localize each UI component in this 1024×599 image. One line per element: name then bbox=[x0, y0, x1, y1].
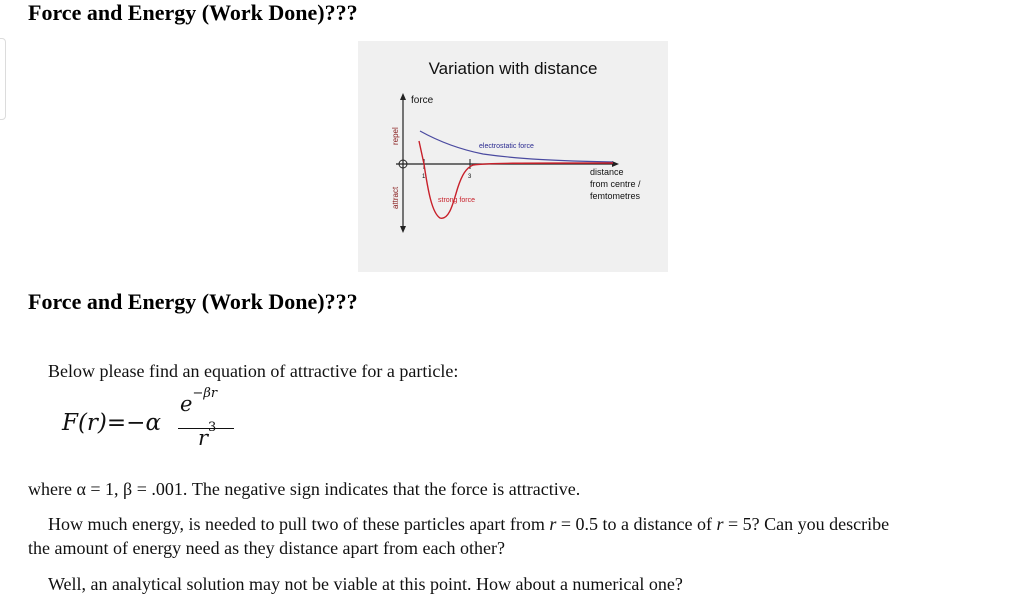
page-title: Force and Energy (Work Done)??? bbox=[28, 0, 358, 25]
y-axis-arrow-up bbox=[400, 93, 406, 100]
equation-denominator bbox=[198, 420, 217, 450]
x-axis-label-line2: from centre / bbox=[590, 179, 641, 189]
r-variable-2: r bbox=[716, 514, 724, 534]
intro-text: Below please find an equation of attractive for a particle: bbox=[48, 361, 459, 381]
question-line-2: the amount of energy need as they distance apart from each other? bbox=[28, 538, 505, 558]
numerator-base: e bbox=[180, 392, 193, 416]
tick-label-3: 3 bbox=[468, 174, 472, 180]
attract-label: attract bbox=[391, 186, 400, 209]
denominator-base: r bbox=[198, 426, 209, 450]
figure-title: Variation with distance bbox=[428, 59, 598, 78]
numerator-exponent: −βr bbox=[192, 386, 218, 401]
closing-text: Well, an analytical solution may not be viable at this point. How about a numerical one? bbox=[48, 574, 683, 594]
equation-lhs: F(r)=−α bbox=[62, 410, 161, 436]
force-equation bbox=[62, 386, 262, 462]
section-heading: Force and Energy (Work Done)??? bbox=[28, 289, 358, 314]
x-axis-label-line1: distance bbox=[590, 167, 624, 177]
force-distance-figure bbox=[358, 41, 668, 272]
r-variable-1: r bbox=[549, 514, 557, 534]
force-diagram bbox=[358, 41, 668, 272]
question-part-1: How much energy, is needed to pull two of these particles apart from bbox=[48, 514, 550, 534]
x-axis-label-line3: femtometres bbox=[590, 191, 641, 201]
denominator-exponent: 3 bbox=[208, 420, 217, 435]
side-panel-tab[interactable] bbox=[0, 38, 6, 120]
strong-force-curve bbox=[419, 141, 613, 218]
y-axis-label: force bbox=[411, 95, 434, 106]
strong-force-label: strong force bbox=[438, 197, 475, 204]
question-line-1 bbox=[48, 513, 889, 535]
equation-numerator bbox=[180, 386, 218, 416]
repel-label: repel bbox=[391, 127, 400, 145]
tick-label-1: 1 bbox=[422, 174, 426, 180]
y-axis-arrow-down bbox=[400, 226, 406, 233]
question-part-3: = 5? Can you describe bbox=[723, 514, 890, 534]
question-part-2: = 0.5 to a distance of bbox=[556, 514, 717, 534]
electrostatic-label: electrostatic force bbox=[479, 143, 534, 150]
where-text: where α = 1, β = .001. The negative sign indicates that the force is attractive. bbox=[28, 479, 581, 499]
